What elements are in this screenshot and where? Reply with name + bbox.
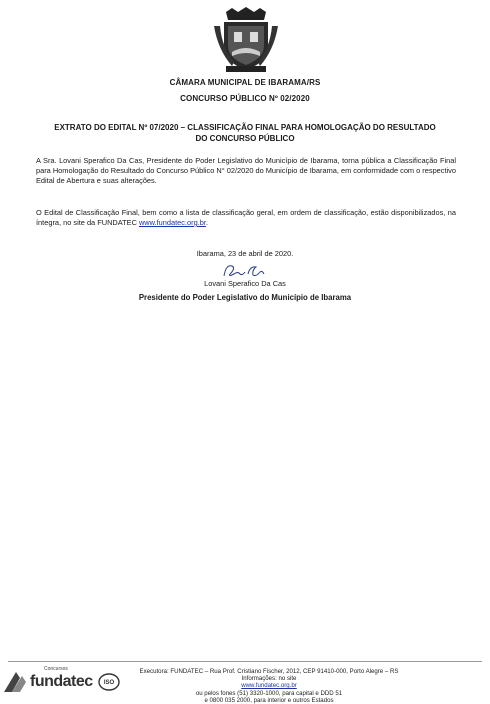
footer-line-3: e 0800 035 2000, para interior e outros Estados [204, 696, 334, 704]
footer-site-link[interactable]: www.fundatec.org.br [241, 682, 297, 690]
footer-line-2-start: Informações: no site [241, 675, 297, 683]
footer-line-1: Executora: FUNDATEC – Rua Prof. Cristiano Fischer, 2012, CEP 91410-000, Porto Alegre – RS [139, 668, 399, 675]
logo-wordmark: fundatec [30, 673, 93, 690]
iso-certification-icon [98, 672, 120, 692]
logo-subtitle: Concursos [44, 666, 68, 672]
paragraph-announcement: A Sra. Lovani Sperafico Da Cas, Presidente do Poder Legislativo do Município de Ibarama, torna pública a Classificação Final para Homologação do Resultado do Concurso Público N° 02/2020 do Município de Ibarama, em conformidade com o respectivo Edital de Abertura e suas alterações. [36, 156, 456, 185]
fundatec-site-link[interactable]: www.fundatec.org.br [138, 218, 206, 227]
contest-number: CONCURSO PÚBLICO Nº 02/2020 [180, 94, 310, 103]
footer-divider [8, 661, 482, 662]
signatory-role: Presidente do Poder Legislativo do Município de Ibarama [138, 293, 352, 302]
footer-line-2-end: ou pelos fones (51) 3320-1000, para capital e DDD 51 [195, 689, 343, 697]
paragraph-availability-end: . [205, 218, 208, 227]
chamber-name: CÂMARA MUNICIPAL DE IBARAMA/RS [169, 78, 321, 87]
document-date: Ibarama, 23 de abril de 2020. [196, 249, 294, 258]
footer-line-2 [124, 675, 414, 697]
municipal-crest-icon [212, 6, 280, 74]
iso-label: ISO [103, 680, 115, 686]
handwritten-signature [220, 262, 270, 280]
paragraph-availability-text: O Edital de Classificação Final, bem como a lista de classificação geral, em ordem de classificação, estão disponibilizados, na íntegra, no site da FUNDATEC [36, 208, 456, 227]
title-line-2: DO CONCURSO PÚBLICO [195, 134, 295, 143]
title-line-1: EXTRATO DO EDITAL Nº 07/2020 – CLASSIFICAÇÃO FINAL PARA HOMOLOGAÇÃO DO RESULTADO [54, 123, 436, 132]
document-title [30, 122, 460, 144]
footer-info [124, 668, 414, 704]
paragraph-availability [36, 208, 456, 228]
signatory-name: Lovani Sperafico Da Cas [204, 279, 286, 288]
